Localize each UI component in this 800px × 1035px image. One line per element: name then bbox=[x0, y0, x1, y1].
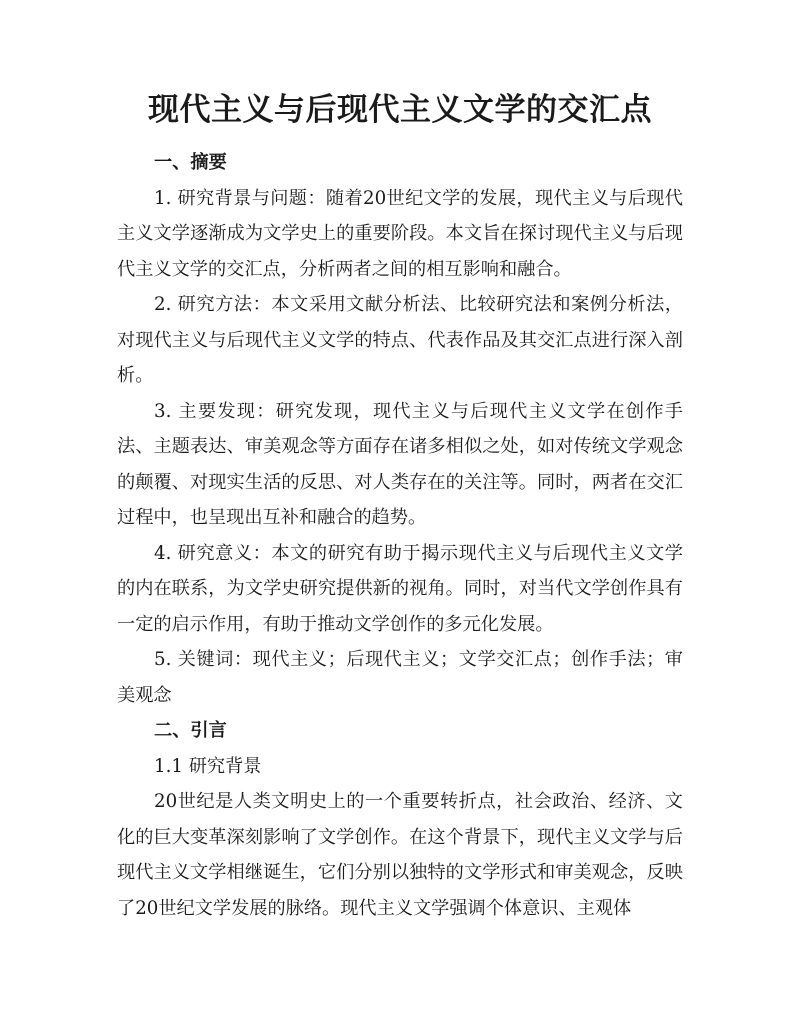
abstract-item-method: 2. 研究方法：本文采用文献分析法、比较研究法和案例分析法，对现代主义与后现代主义文学的特点、代表作品及其交汇点进行深入剖析。 bbox=[117, 294, 683, 386]
abstract-item-background: 1. 研究背景与问题：随着20世纪文学的发展，现代主义与后现代主义文学逐渐成为文学史上的重要阶段。本文旨在探讨现代主义与后现代主义文学的交汇点，分析两者之间的相互影响和融合。 bbox=[117, 187, 683, 280]
section-heading-introduction: 二、引言 bbox=[154, 720, 227, 741]
intro-paragraph: 20世纪是人类文明史上的一个重要转折点，社会政治、经济、文化的巨大变革深刻影响了文学创作。在这个背景下，现代主义文学与后现代主义文学相继诞生，它们分别以独特的文学形式和审美观念，反映了20世纪文学发展的脉络。现代主义文学强调个体意识、主观体 bbox=[117, 791, 683, 919]
abstract-item-keywords: 5. 关键词：现代主义；后现代主义；文学交汇点；创作手法；审美观念 bbox=[117, 649, 683, 706]
section-heading-abstract: 一、摘要 bbox=[154, 152, 227, 173]
abstract-item-findings: 3. 主要发现：研究发现，现代主义与后现代主义文学在创作手法、主题表达、审美观念等方面存在诸多相似之处，如对传统文学观念的颠覆、对现实生活的反思、对人类存在的关注等。同时，两者在交汇过程中，也呈现出互补和融合的趋势。 bbox=[117, 400, 683, 528]
document-title: 现代主义与后现代主义文学的交汇点 bbox=[148, 92, 652, 128]
document-body bbox=[117, 145, 683, 926]
abstract-item-significance: 4. 研究意义：本文的研究有助于揭示现代主义与后现代主义文学的内在联系，为文学史研究提供新的视角。同时，对当代文学创作具有一定的启示作用，有助于推动文学创作的多元化发展。 bbox=[117, 542, 683, 635]
subsection-heading-background: 1.1 研究背景 bbox=[154, 755, 262, 777]
